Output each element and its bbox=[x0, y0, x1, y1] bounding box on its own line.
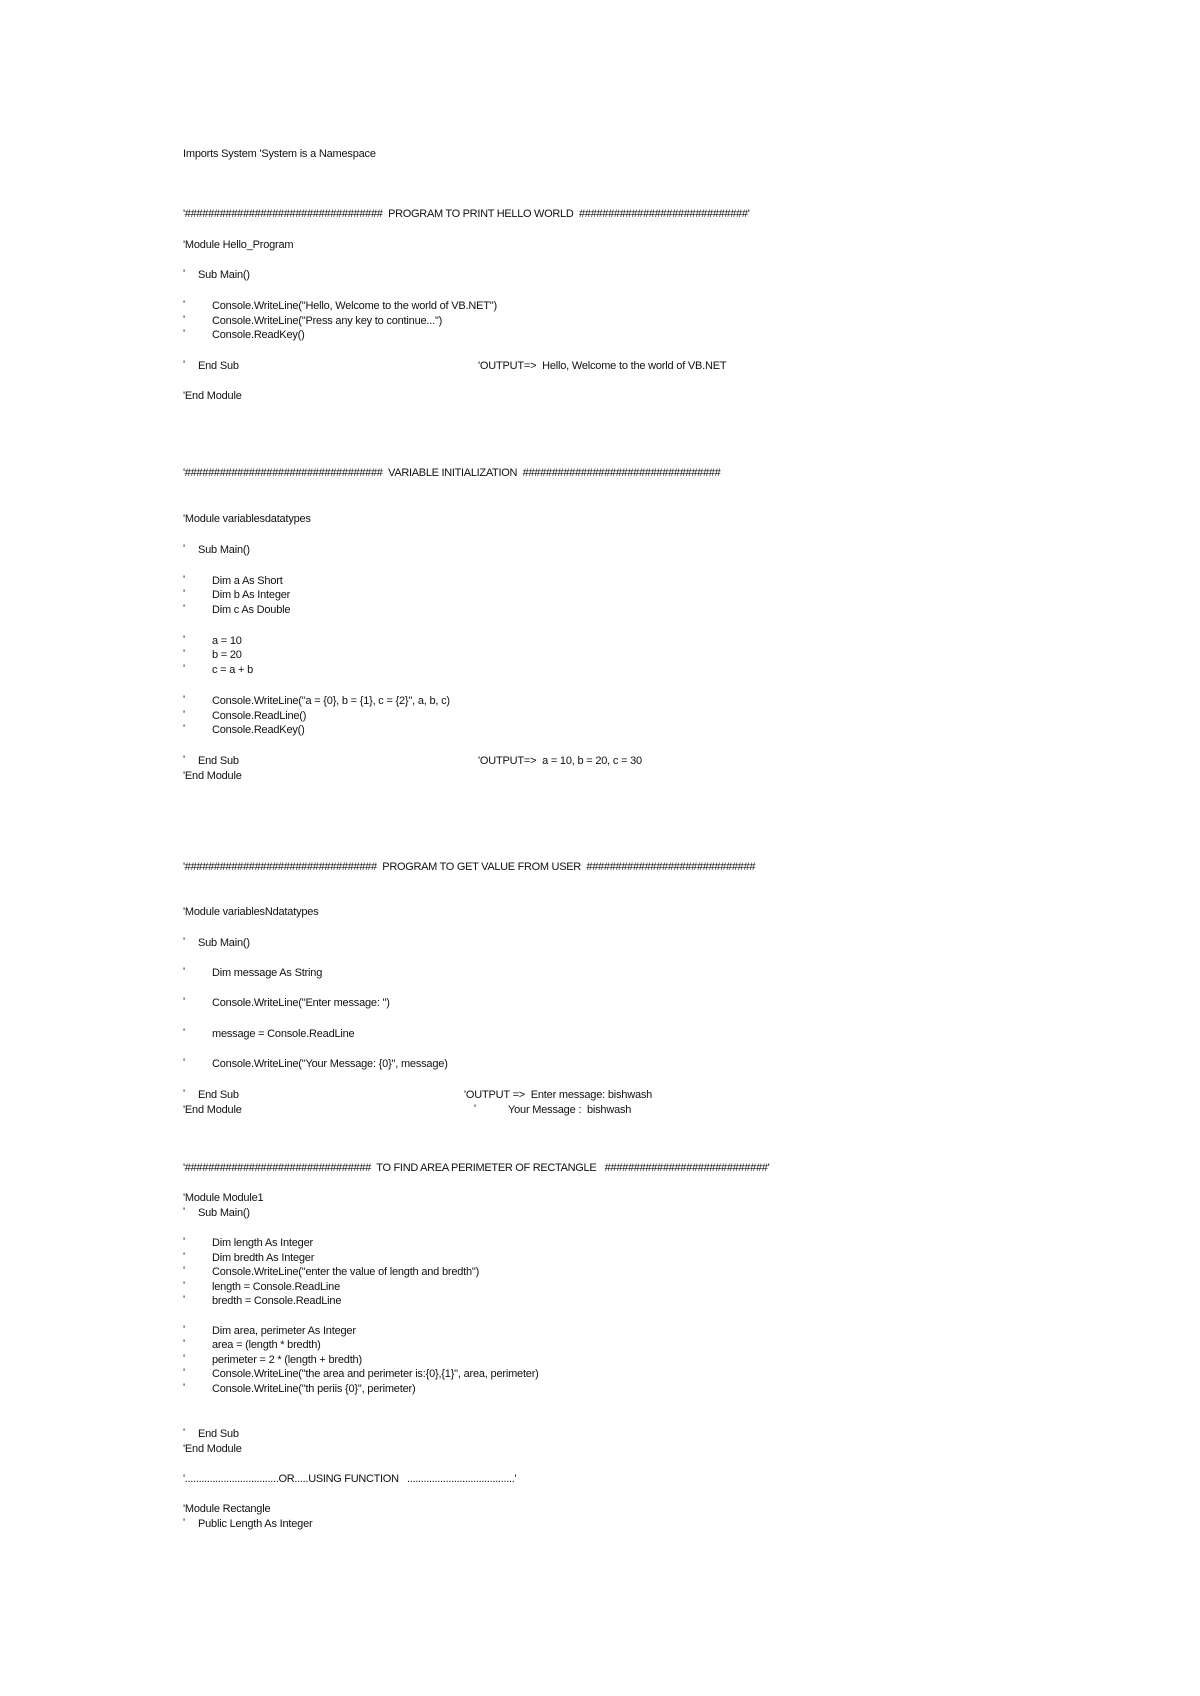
comment-tick: ' bbox=[183, 603, 186, 615]
section-header-get-value: '################################# PROGRAM TO GET VALUE FROM USER ############################# bbox=[183, 861, 756, 873]
comment-tick: ' bbox=[183, 299, 186, 311]
code-line: Console.WriteLine("th periis {0}", perimeter) bbox=[212, 1383, 416, 1395]
code-line: Console.WriteLine("enter the value of length and bredth") bbox=[212, 1266, 480, 1278]
code-line: Console.ReadKey() bbox=[212, 724, 305, 736]
code-line: Console.WriteLine("Enter message: ") bbox=[212, 997, 390, 1009]
comment-tick: ' bbox=[183, 1206, 186, 1218]
comment-tick: ' bbox=[183, 1367, 186, 1379]
comment-tick: ' bbox=[183, 663, 186, 675]
code-line: Console.ReadLine() bbox=[212, 710, 307, 722]
comment-tick: ' bbox=[183, 328, 186, 340]
module-line: 'Module Rectangle bbox=[183, 1503, 271, 1515]
module-line: 'Module variablesNdatatypes bbox=[183, 906, 319, 918]
code-line: length = Console.ReadLine bbox=[212, 1281, 341, 1293]
comment-tick: ' bbox=[474, 1103, 476, 1115]
comment-tick: ' bbox=[183, 1382, 186, 1394]
code-line: Console.WriteLine("Your Message: {0}", message) bbox=[212, 1058, 448, 1070]
comment-tick: ' bbox=[183, 1338, 186, 1350]
comment-tick: ' bbox=[183, 1294, 186, 1306]
code-line: Console.ReadKey() bbox=[212, 329, 305, 341]
comment-tick: ' bbox=[183, 966, 186, 978]
code-line: Dim c As Double bbox=[212, 604, 291, 616]
end-sub-line: End Sub bbox=[198, 1428, 239, 1440]
code-line: Dim a As Short bbox=[212, 575, 283, 587]
end-module-line: 'End Module bbox=[183, 1443, 242, 1455]
comment-tick: ' bbox=[183, 574, 186, 586]
comment-tick: ' bbox=[183, 694, 186, 706]
comment-tick: ' bbox=[183, 709, 186, 721]
comment-tick: ' bbox=[183, 1517, 186, 1529]
module-line: 'Module variablesdatatypes bbox=[183, 513, 311, 525]
comment-tick: ' bbox=[183, 359, 186, 371]
comment-tick: ' bbox=[183, 314, 186, 326]
end-sub-line: End Sub bbox=[198, 1089, 239, 1101]
comment-tick: ' bbox=[183, 543, 186, 555]
end-module-line: 'End Module bbox=[183, 770, 242, 782]
comment-tick: ' bbox=[183, 634, 186, 646]
code-line: Console.WriteLine("the area and perimeter is:{0},{1}", area, perimeter) bbox=[212, 1368, 539, 1380]
comment-tick: ' bbox=[183, 1280, 186, 1292]
code-line: Console.WriteLine("a = {0}, b = {1}, c = {2}", a, b, c) bbox=[212, 695, 450, 707]
comment-tick: ' bbox=[183, 1027, 186, 1039]
comment-tick: ' bbox=[183, 936, 186, 948]
code-line: perimeter = 2 * (length + bredth) bbox=[212, 1354, 362, 1366]
code-line: Dim length As Integer bbox=[212, 1237, 313, 1249]
comment-tick: ' bbox=[183, 723, 186, 735]
code-line: Console.WriteLine("Press any key to continue...") bbox=[212, 315, 443, 327]
module-line: 'Module Hello_Program bbox=[183, 239, 294, 251]
code-line: Dim area, perimeter As Integer bbox=[212, 1325, 356, 1337]
comment-tick: ' bbox=[183, 1353, 186, 1365]
output-comment: 'OUTPUT=> Hello, Welcome to the world of VB.NET bbox=[478, 360, 727, 372]
section-header-rectangle: '################################ TO FIND AREA PERIMETER OF RECTANGLE ############################' bbox=[183, 1162, 770, 1174]
comment-tick: ' bbox=[183, 1265, 186, 1277]
comment-tick: ' bbox=[183, 1324, 186, 1336]
comment-tick: ' bbox=[183, 1057, 186, 1069]
function-separator: '..................................OR.....USING FUNCTION .......................................' bbox=[183, 1473, 517, 1485]
comment-tick: ' bbox=[183, 268, 186, 280]
section-header-variable-init: '################################## VARIABLE INITIALIZATION ################################## bbox=[183, 467, 721, 479]
comment-tick: ' bbox=[183, 588, 186, 600]
code-line: Dim bredth As Integer bbox=[212, 1252, 315, 1264]
end-sub-line: End Sub bbox=[198, 755, 239, 767]
module-line: 'Module Module1 bbox=[183, 1192, 264, 1204]
sub-main-line: Sub Main() bbox=[198, 269, 250, 281]
end-module-line: 'End Module bbox=[183, 1104, 242, 1116]
code-line: message = Console.ReadLine bbox=[212, 1028, 355, 1040]
code-line: Dim message As String bbox=[212, 967, 323, 979]
comment-tick: ' bbox=[183, 1236, 186, 1248]
comment-tick: ' bbox=[183, 1427, 186, 1439]
comment-tick: ' bbox=[183, 996, 186, 1008]
sub-main-line: Sub Main() bbox=[198, 544, 250, 556]
code-line: area = (length * bredth) bbox=[212, 1339, 321, 1351]
comment-tick: ' bbox=[183, 754, 186, 766]
output-comment: 'OUTPUT=> a = 10, b = 20, c = 30 bbox=[478, 755, 642, 767]
code-line: b = 20 bbox=[212, 649, 242, 661]
comment-tick: ' bbox=[183, 1251, 186, 1263]
sub-main-line: Sub Main() bbox=[198, 937, 250, 949]
output-comment: Your Message : bishwash bbox=[508, 1104, 632, 1116]
imports-line: Imports System 'System is a Namespace bbox=[183, 148, 376, 160]
code-line: Dim b As Integer bbox=[212, 589, 291, 601]
code-line: a = 10 bbox=[212, 635, 242, 647]
code-line: Public Length As Integer bbox=[198, 1518, 313, 1530]
section-header-hello-world: '################################## PROGRAM TO PRINT HELLO WORLD #############################' bbox=[183, 208, 750, 220]
output-comment: 'OUTPUT => Enter message: bishwash bbox=[464, 1089, 653, 1101]
code-line: Console.WriteLine("Hello, Welcome to the world of VB.NET") bbox=[212, 300, 497, 312]
end-module-line: 'End Module bbox=[183, 390, 242, 402]
code-line: c = a + b bbox=[212, 664, 254, 676]
code-line: bredth = Console.ReadLine bbox=[212, 1295, 342, 1307]
comment-tick: ' bbox=[183, 1088, 186, 1100]
comment-tick: ' bbox=[183, 648, 186, 660]
sub-main-line: Sub Main() bbox=[198, 1207, 250, 1219]
end-sub-line: End Sub bbox=[198, 360, 239, 372]
